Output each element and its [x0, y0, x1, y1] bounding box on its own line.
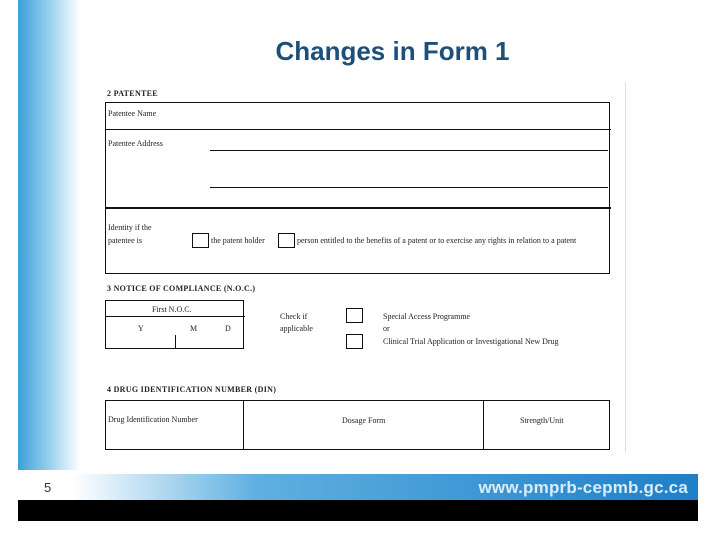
identity-label: patentee is [108, 236, 142, 245]
clinical-trial-label: Clinical Trial Application or Investigational New Drug [383, 337, 559, 346]
address-line [210, 187, 608, 188]
patentee-heading: 2 PATENTEE [107, 89, 158, 98]
year-label: Y [138, 324, 144, 333]
patentee-name-label: Patentee Name [108, 109, 157, 118]
bottom-bar [18, 500, 698, 521]
divider [483, 400, 484, 450]
divider [105, 207, 611, 209]
entitled-person-label: person entitled to the benefits of a patent or to exercise any rights in relation to a patent [297, 236, 577, 245]
slide-title: Changes in Form 1 [275, 36, 510, 66]
patent-holder-label: the patent holder [211, 236, 265, 245]
special-access-checkbox[interactable] [346, 308, 363, 323]
patentee-box [105, 102, 610, 274]
day-label: D [225, 324, 231, 333]
or-label: or [383, 324, 390, 333]
form-1-excerpt [100, 82, 626, 452]
din-box [105, 400, 610, 450]
din-heading: 4 DRUG IDENTIFICATION NUMBER (DIN) [107, 385, 277, 394]
strength-unit-column-label: Strength/Unit [520, 416, 564, 425]
dosage-form-column-label: Dosage Form [342, 416, 386, 425]
first-noc-label: First N.O.C. [152, 305, 192, 314]
check-if-label: applicable [280, 324, 313, 333]
page-number: 5 [44, 480, 52, 495]
divider [105, 316, 245, 317]
patent-holder-checkbox[interactable] [192, 233, 209, 248]
left-margin [0, 0, 18, 540]
special-access-label: Special Access Programme [383, 312, 471, 321]
month-label: M [190, 324, 198, 333]
entitled-person-checkbox[interactable] [278, 233, 295, 248]
divider [105, 129, 611, 130]
check-if-label: Check if [280, 312, 308, 321]
identity-label: Identity if the [108, 223, 152, 232]
din-column-label: Drug Identification Number [108, 415, 198, 424]
patentee-address-label: Patentee Address [108, 139, 163, 148]
divider [175, 335, 176, 348]
noc-heading: 3 NOTICE OF COMPLIANCE (N.O.C.) [107, 284, 256, 293]
divider [243, 400, 244, 450]
left-accent-bar [18, 0, 80, 470]
footer-url[interactable]: www.pmprb-cepmb.gc.ca [478, 478, 688, 497]
address-line [210, 150, 608, 151]
clinical-trial-checkbox[interactable] [346, 334, 363, 349]
